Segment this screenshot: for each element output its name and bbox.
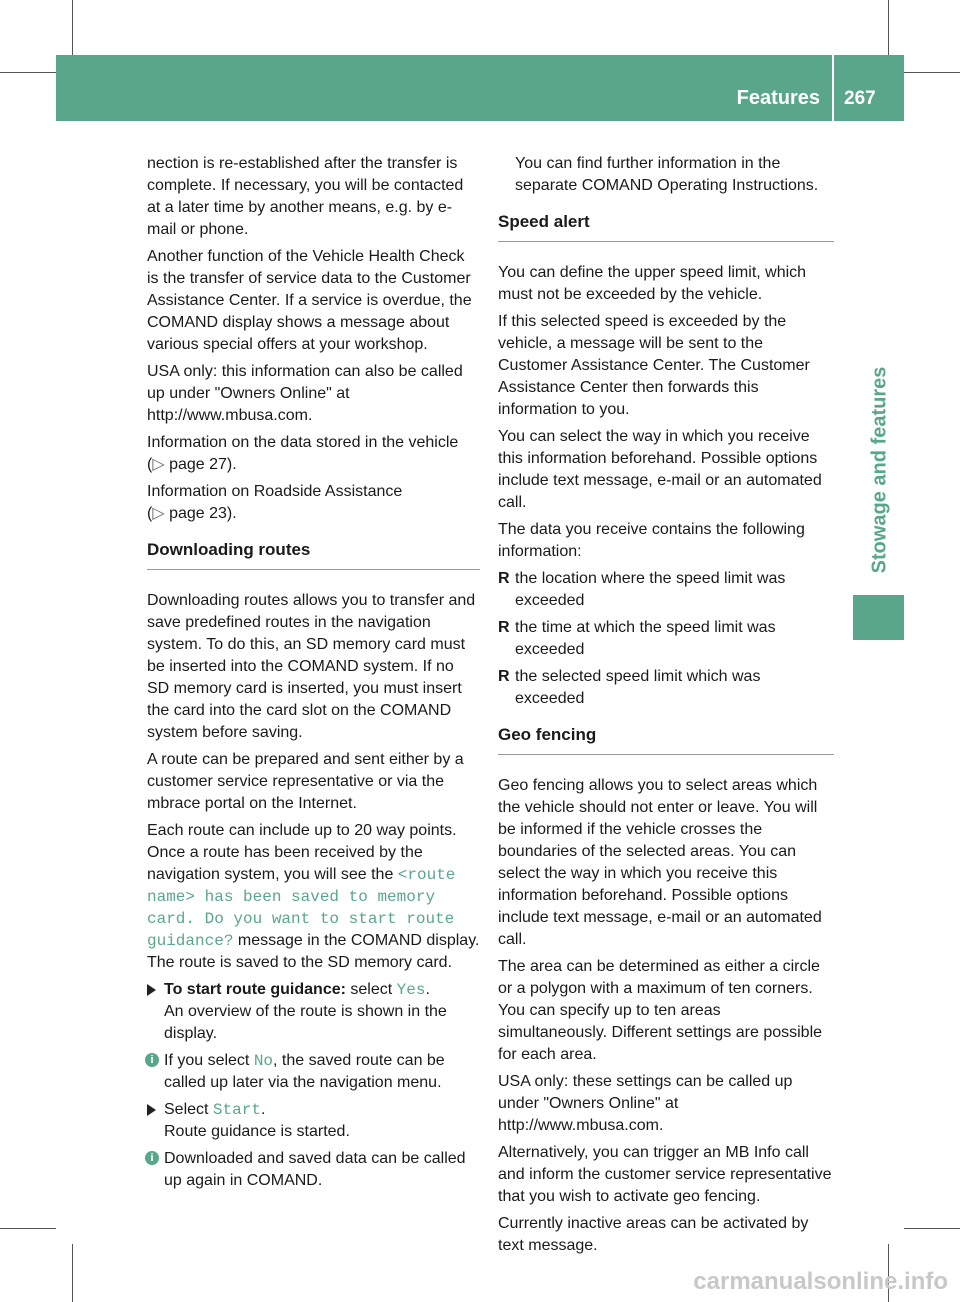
header-title: Features: [736, 87, 820, 109]
left-column: [147, 153, 480, 1197]
crop-mark: [0, 72, 56, 73]
list-item-text: the time at which the speed limit was exceeded: [515, 619, 776, 658]
info-note: [147, 1050, 480, 1094]
section-heading: Downloading routes: [147, 539, 480, 570]
crop-mark: [0, 1228, 56, 1229]
bullet-icon: R: [498, 619, 510, 636]
step-label: To start route guidance:: [164, 981, 346, 998]
section-heading: Speed alert: [498, 211, 834, 242]
page-ref-link[interactable]: page 23).: [169, 505, 237, 522]
page-ref-arrow-icon: ▷: [152, 456, 165, 473]
right-column: [498, 153, 834, 1262]
paragraph-with-ref: Information on the data stored in the vehicle (▷ page 27).: [147, 434, 459, 473]
list-item: [498, 568, 834, 612]
info-icon: i: [145, 1151, 159, 1165]
info-note: [147, 1148, 480, 1192]
paragraph-text: Once a route has been received by the navigation system, you will see the: [147, 844, 423, 883]
list-item: [498, 666, 834, 710]
crop-mark: [904, 72, 960, 73]
page-ref-arrow-icon: ▷: [152, 505, 165, 522]
ref-text: Information on the data stored in the vehicle: [147, 434, 459, 451]
step-arrow-icon: [147, 984, 156, 996]
page-ref-link[interactable]: page 27).: [169, 456, 237, 473]
paragraph: The data you receive contains the following information:: [498, 521, 805, 560]
paragraph: nection is re-established after the transfer is complete. If necessary, you will be contacted at a later time by another means, e.g. by e-mail or phone.: [147, 155, 464, 238]
list-item-text: the selected speed limit which was exceeded: [515, 668, 761, 707]
page-number: 267: [844, 88, 876, 109]
crop-mark: [904, 1228, 960, 1229]
note-text: If you select: [164, 1052, 250, 1069]
instruction-step: [147, 1099, 480, 1143]
footer-watermark: carmanualsonline.info: [693, 1268, 948, 1295]
display-option: No: [253, 1052, 274, 1070]
paragraph: Alternatively, you can trigger an MB Info call and inform the customer service representative that you wish to activate geo fencing.: [498, 1144, 832, 1205]
info-icon: i: [145, 1053, 159, 1067]
paragraph: [147, 820, 480, 974]
display-option: Yes: [396, 981, 426, 999]
instruction-step: [147, 979, 480, 1045]
paragraph: You can define the upper speed limit, which must not be exceeded by the vehicle.: [498, 264, 807, 303]
paragraph: The area can be determined as either a circle or a polygon with a maximum of ten corners. You can specify up to ten areas simultaneously. Different settings are possible for each area.: [498, 958, 823, 1063]
list-item-text: the location where the speed limit was exceeded: [515, 570, 786, 609]
section-heading: Geo fencing: [498, 724, 834, 755]
paragraph: Geo fencing allows you to select areas which the vehicle should not enter or leave. You will be informed if the vehicle crosses the boundaries of the selected areas. You can select the way in which you receive this information beforehand. Possible options include text message, e-mail or an automated call.: [498, 777, 822, 948]
list-item: [498, 617, 834, 661]
paragraph: USA only: these settings can be called up under "Owners Online" at http://www.mbusa.com.: [498, 1073, 793, 1134]
step-result: Route guidance is started.: [164, 1123, 350, 1140]
display-option: Start: [212, 1101, 261, 1119]
bullet-icon: R: [498, 570, 510, 587]
paragraph: Another function of the Vehicle Health Check is the transfer of service data to the Customer Assistance Center. If a service is overdue, the COMAND display shows a message about various special offers at your workshop.: [147, 248, 472, 353]
note-text: Downloaded and saved data can be called up again in COMAND.: [164, 1150, 466, 1189]
paragraph: A route can be prepared and sent either by a customer service representative or via the mbrace portal on the Internet.: [147, 751, 464, 812]
paragraph: Downloading routes allows you to transfer and save predefined routes in the navigation system. To do this, an SD memory card must be inserted into the COMAND system. If no SD memory card is inserted, you must insert the card into the card slot on the COMAND system before saving.: [147, 592, 476, 741]
paragraph: You can find further information in the separate COMAND Operating Instructions.: [515, 155, 819, 194]
paragraph-line: Each route can include up to 20 way points.: [147, 822, 457, 839]
step-result: An overview of the route is shown in the display.: [164, 1003, 447, 1042]
step-text: Select: [164, 1101, 209, 1118]
bullet-icon: R: [498, 668, 510, 685]
paragraph: If this selected speed is exceeded by the vehicle, a message will be sent to the Customer Assistance Center. The Customer Assistance Center then forwards this information to you.: [498, 313, 810, 418]
step-text: .: [425, 981, 430, 998]
crop-mark: [888, 0, 889, 55]
header-divider: [832, 55, 834, 121]
note-text: , the saved route can be called up later via the navigation menu.: [164, 1052, 445, 1091]
paragraph: Currently inactive areas can be activated by text message.: [498, 1215, 809, 1254]
crop-mark: [72, 0, 73, 55]
step-text: .: [260, 1101, 266, 1118]
section-tab-label: Stowage and features: [868, 366, 891, 574]
paragraph-with-ref: Information on Roadside Assistance (▷ page 23).: [147, 483, 403, 522]
crop-mark: [72, 1244, 73, 1302]
paragraph: You can select the way in which you receive this information beforehand. Possible options include text message, e-mail or an automated call.: [498, 428, 822, 511]
paragraph-text: message in the COMAND display. The route is saved to the SD memory card.: [147, 932, 480, 971]
step-arrow-icon: [147, 1104, 156, 1116]
ref-text: Information on Roadside Assistance: [147, 483, 403, 500]
step-text: select: [350, 981, 393, 998]
section-tab-marker: [853, 595, 904, 640]
display-message: <route name> has been saved to memory card. Do you want to start route guidance?: [147, 866, 456, 950]
paragraph: USA only: this information can also be called up under "Owners Online" at http://www.mbusa.com.: [147, 363, 463, 424]
